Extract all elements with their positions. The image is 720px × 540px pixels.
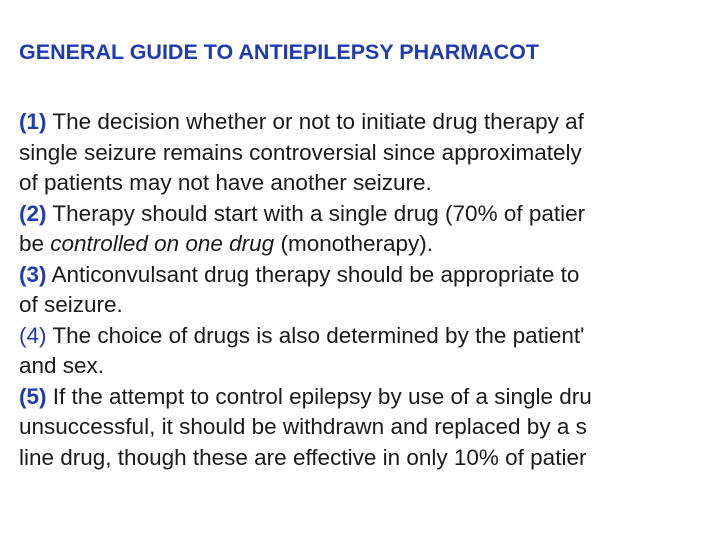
point-1-text-1: The decision whether or not to initiate drug therapy af	[46, 109, 584, 134]
point-1-line-3: of patients may not have another seizure.	[19, 170, 432, 195]
point-5-text-1: If the attempt to control epilepsy by use of a single dru	[46, 383, 592, 409]
point-4-number: (4)	[19, 322, 47, 348]
point-2-number: (2)	[19, 200, 47, 226]
point-2-text-1: Therapy should start with a single drug (70% of patier	[46, 200, 586, 226]
point-2-text-2-italic: controlled on one drug	[50, 231, 275, 256]
point-2-line-1	[19, 199, 720, 230]
point-5-line-2: unsuccessful, it should be withdrawn and replaced by a s	[19, 414, 587, 439]
point-2-text-2-post: (monotherapy).	[274, 231, 434, 256]
point-5-line-1	[19, 382, 720, 413]
point-1-line-1	[19, 107, 720, 138]
point-2-line-2	[19, 229, 720, 260]
point-1-line-2: single seizure remains controversial since approximately	[19, 139, 582, 165]
point-3-line-2: of seizure.	[19, 292, 123, 317]
point-4-line-2: and sex.	[19, 353, 105, 378]
point-3-text-1: Anticonvulsant drug therapy should be appropriate to	[46, 261, 580, 287]
point-2-text-2-pre: be	[19, 231, 51, 256]
point-3-line-1	[19, 260, 720, 291]
point-4-text-1: The choice of drugs is also determined by the patient'	[46, 322, 585, 348]
point-3-number: (3)	[19, 261, 47, 287]
slide-title: GENERAL GUIDE TO ANTIEPILEPSY PHARMACOT	[19, 40, 540, 64]
point-5-number: (5)	[19, 383, 47, 409]
point-1-number: (1)	[19, 109, 47, 134]
point-4-line-1	[19, 321, 720, 352]
point-5-line-3: line drug, though these are effective in only 10% of patier	[19, 444, 587, 470]
slide-body	[19, 107, 720, 473]
